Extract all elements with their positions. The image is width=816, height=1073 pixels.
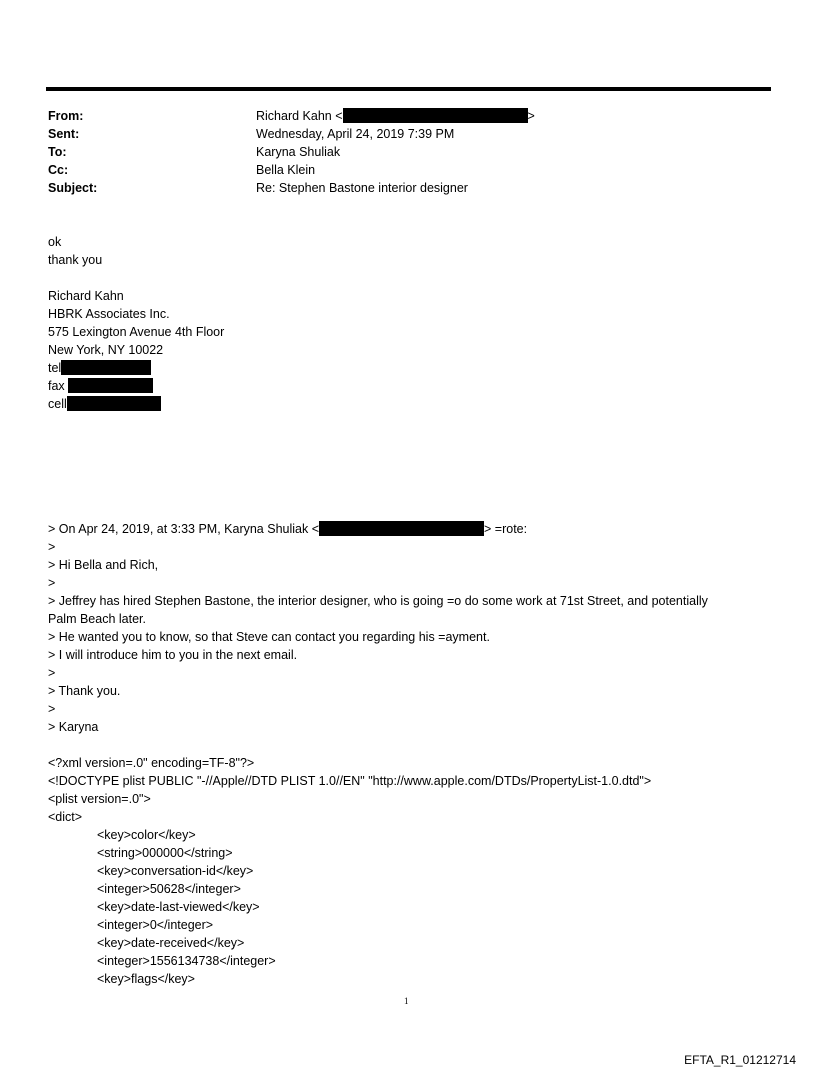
cell-label: cell [48,397,67,411]
cc-value: Bella Klein [256,163,316,177]
plist-line: <key>color</key> [97,828,196,842]
plist-line: <key>date-last-viewed</key> [97,900,260,914]
plist-line: <key>flags</key> [97,972,195,986]
from-value [256,107,535,125]
to-value: Karyna Shuliak [256,145,341,159]
quoted-line: > I will introduce him to you in the next email. [48,648,298,662]
quoted-line: > [48,702,56,716]
from-close: > [527,109,535,123]
plist-line: <integer>0</integer> [97,918,214,932]
bates-number: EFTA_R1_01212714 [684,1053,796,1067]
signature-address-2: New York, NY 10022 [48,343,164,357]
plist-line: <integer>50628</integer> [97,882,241,896]
plist-line: <key>conversation-id</key> [97,864,254,878]
redaction-bar [68,378,153,393]
signature-address-1: 575 Lexington Avenue 4th Floor [48,325,225,339]
plist-line: <integer>1556134738</integer> [97,954,276,968]
sent-label: Sent: [48,127,80,141]
cc-label: Cc: [48,163,69,177]
signature-tel [48,359,151,377]
signature-company: HBRK Associates Inc. [48,307,170,321]
quoted-line: > [48,666,56,680]
quoted-line: > [48,540,56,554]
redaction-bar [67,396,161,411]
tel-label: tel [48,361,62,375]
body-line: thank you [48,253,103,267]
plist-line: <plist version=.0"> [48,792,151,806]
quoted-line: > Thank you. [48,684,121,698]
page-number: 1 [404,996,409,1006]
quoted-intro [48,520,527,538]
quoted-line: > Hi Bella and Rich, [48,558,159,572]
header-rule [46,87,771,91]
subject-label: Subject: [48,181,98,195]
sent-value: Wednesday, April 24, 2019 7:39 PM [256,127,455,141]
signature-fax [48,377,153,395]
quoted-line: > Jeffrey has hired Stephen Bastone, the interior designer, who is going =o do some work at 71st Street, and potentially [48,594,708,608]
plist-line: <key>date-received</key> [97,936,245,950]
plist-line: <?xml version=.0" encoding=TF-8"?> [48,756,255,770]
plist-line: <string>000000</string> [97,846,233,860]
body-line: ok [48,235,62,249]
quoted-line: > [48,576,56,590]
fax-label: fax [48,379,65,393]
quoted-line: > Karyna [48,720,99,734]
quoted-intro-text: > On Apr 24, 2019, at 3:33 PM, Karyna Shuliak < [48,522,320,536]
signature-cell [48,395,161,413]
to-label: To: [48,145,67,159]
from-name: Richard Kahn < [256,109,343,123]
redaction-bar [61,360,151,375]
subject-value: Re: Stephen Bastone interior designer [256,181,468,195]
quoted-line: > He wanted you to know, so that Steve can contact you regarding his =ayment. [48,630,490,644]
redaction-bar [319,521,484,536]
plist-line: <!DOCTYPE plist PUBLIC "-//Apple//DTD PLIST 1.0//EN" "http://www.apple.com/DTDs/PropertyList-1.0.dtd"> [48,774,652,788]
quoted-intro-end: > =rote: [484,522,528,536]
redaction-bar [343,108,528,123]
plist-line: <dict> [48,810,83,824]
signature-name: Richard Kahn [48,289,124,303]
quoted-line: Palm Beach later. [48,612,146,626]
from-label: From: [48,109,84,123]
